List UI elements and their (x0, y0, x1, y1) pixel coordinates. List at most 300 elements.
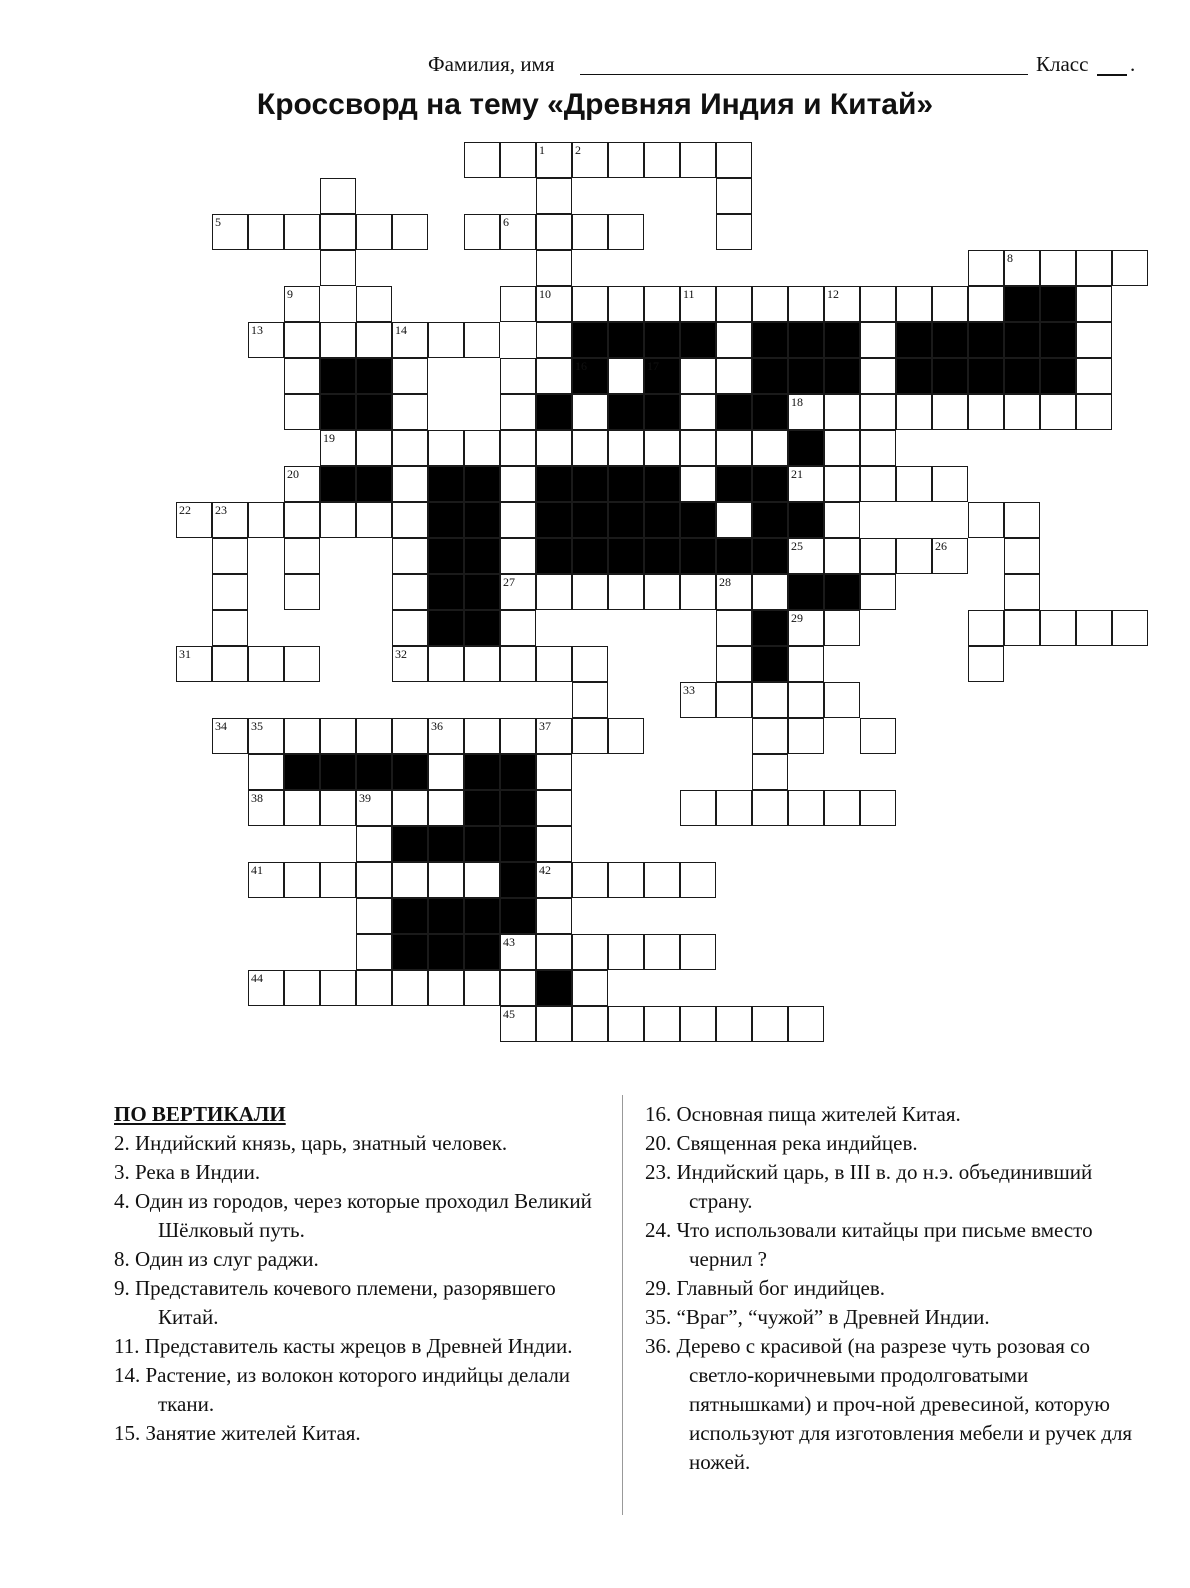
crossword-cell[interactable] (464, 142, 500, 178)
crossword-cell[interactable] (608, 934, 644, 970)
crossword-blocked-cell (500, 790, 536, 826)
crossword-cell[interactable] (824, 538, 860, 574)
crossword-cell[interactable] (428, 718, 464, 754)
crossword-cell[interactable] (536, 1006, 572, 1042)
crossword-cell[interactable] (320, 502, 356, 538)
crossword-cell[interactable] (320, 214, 356, 250)
crossword-cell[interactable] (824, 466, 860, 502)
crossword-cell[interactable] (716, 358, 752, 394)
crossword-cell[interactable] (680, 862, 716, 898)
crossword-cell[interactable] (1004, 502, 1040, 538)
crossword-blocked-cell (392, 898, 428, 934)
crossword-cell[interactable] (1076, 394, 1112, 430)
crossword-cell[interactable] (212, 214, 248, 250)
crossword-cell[interactable] (968, 250, 1004, 286)
crossword-cell[interactable] (716, 682, 752, 718)
crossword-cell[interactable] (392, 322, 428, 358)
crossword-cell[interactable] (500, 574, 536, 610)
crossword-cell[interactable] (536, 718, 572, 754)
crossword-cell[interactable] (932, 394, 968, 430)
crossword-cell[interactable] (896, 286, 932, 322)
crossword-cell[interactable] (608, 1006, 644, 1042)
crossword-cell[interactable] (788, 1006, 824, 1042)
crossword-blocked-cell (428, 898, 464, 934)
crossword-cell[interactable] (500, 358, 536, 394)
clue-29: 29. Главный бог индийцев. (645, 1276, 886, 1300)
crossword-cell[interactable] (464, 322, 500, 358)
crossword-cell[interactable] (500, 970, 536, 1006)
crossword-cell[interactable] (212, 502, 248, 538)
crossword-cell[interactable] (500, 394, 536, 430)
crossword-cell[interactable] (392, 718, 428, 754)
crossword-cell[interactable] (608, 430, 644, 466)
crossword-blocked-cell (788, 430, 824, 466)
crossword-cell[interactable] (572, 862, 608, 898)
crossword-cell[interactable] (1040, 394, 1076, 430)
crossword-blocked-cell (428, 574, 464, 610)
crossword-cell[interactable] (824, 610, 860, 646)
crossword-cell[interactable] (248, 646, 284, 682)
crossword-cell[interactable] (284, 862, 320, 898)
crossword-blocked-cell (284, 754, 320, 790)
crossword-cell[interactable] (356, 322, 392, 358)
crossword-cell[interactable] (320, 430, 356, 466)
crossword-cell[interactable] (284, 466, 320, 502)
crossword-cell[interactable] (572, 574, 608, 610)
crossword-cell[interactable] (752, 286, 788, 322)
crossword-cell[interactable] (824, 286, 860, 322)
crossword-cell[interactable] (464, 214, 500, 250)
clue-11: 11. Представитель касты жрецов в Древней Индии. (114, 1334, 573, 1358)
crossword-cell[interactable] (428, 862, 464, 898)
crossword-cell[interactable] (428, 754, 464, 790)
crossword-cell[interactable] (428, 790, 464, 826)
crossword-cell[interactable] (860, 466, 896, 502)
crossword-cell[interactable] (644, 1006, 680, 1042)
crossword-cell[interactable] (1040, 610, 1076, 646)
clue-16: 16. Основная пища жителей Китая. (645, 1102, 961, 1126)
crossword-cell[interactable] (356, 718, 392, 754)
cell-number: 25 (791, 539, 803, 553)
cell-number: 12 (827, 287, 839, 301)
crossword-cell[interactable] (752, 754, 788, 790)
crossword-cell[interactable] (716, 214, 752, 250)
crossword-cell[interactable] (284, 574, 320, 610)
crossword-cell[interactable] (428, 322, 464, 358)
crossword-cell[interactable] (536, 646, 572, 682)
crossword-cell[interactable] (824, 790, 860, 826)
crossword-blocked-cell (320, 466, 356, 502)
crossword-cell[interactable] (1004, 538, 1040, 574)
crossword-cell[interactable] (680, 142, 716, 178)
crossword-cell[interactable] (896, 394, 932, 430)
clue-9: 9. Представитель кочевого племени, разорявшего Китай. (114, 1276, 556, 1329)
crossword-blocked-cell (680, 322, 716, 358)
crossword-cell[interactable] (680, 394, 716, 430)
crossword-cell[interactable] (284, 970, 320, 1006)
crossword-blocked-cell (500, 754, 536, 790)
cell-number: 39 (359, 791, 371, 805)
cell-number: 41 (251, 863, 263, 877)
cell-number: 32 (395, 647, 407, 661)
crossword-blocked-cell (1004, 286, 1040, 322)
crossword-cell[interactable] (860, 286, 896, 322)
crossword-cell[interactable] (860, 574, 896, 610)
crossword-cell[interactable] (860, 322, 896, 358)
crossword-cell[interactable] (212, 610, 248, 646)
crossword-cell[interactable] (464, 430, 500, 466)
crossword-cell[interactable] (680, 1006, 716, 1042)
crossword-cell[interactable] (572, 142, 608, 178)
crossword-cell[interactable] (752, 430, 788, 466)
clue-4: 4. Один из городов, через которые проходил Великий Шёлковый путь. (114, 1189, 592, 1242)
crossword-cell[interactable] (536, 142, 572, 178)
crossword-cell[interactable] (608, 358, 644, 394)
crossword-cell[interactable] (644, 934, 680, 970)
crossword-cell[interactable] (1004, 250, 1040, 286)
crossword-blocked-cell (1040, 322, 1076, 358)
crossword-cell[interactable] (716, 610, 752, 646)
crossword-blocked-cell (752, 610, 788, 646)
crossword-cell[interactable] (860, 358, 896, 394)
crossword-cell[interactable] (680, 934, 716, 970)
clue-3: 3. Река в Индии. (114, 1160, 261, 1184)
crossword-cell[interactable] (644, 286, 680, 322)
crossword-cell[interactable] (212, 538, 248, 574)
crossword-cell[interactable] (356, 862, 392, 898)
crossword-blocked-cell (932, 322, 968, 358)
crossword-blocked-cell (1040, 358, 1076, 394)
crossword-cell[interactable] (428, 970, 464, 1006)
crossword-cell[interactable] (212, 646, 248, 682)
crossword-cell[interactable] (536, 250, 572, 286)
crossword-cell[interactable] (572, 682, 608, 718)
crossword-cell[interactable] (392, 214, 428, 250)
crossword-cell[interactable] (716, 646, 752, 682)
cell-number: 10 (539, 287, 551, 301)
crossword-cell[interactable] (644, 862, 680, 898)
crossword-cell[interactable] (500, 466, 536, 502)
crossword-cell[interactable] (680, 790, 716, 826)
crossword-cell[interactable] (284, 502, 320, 538)
crossword-cell[interactable] (824, 430, 860, 466)
crossword-cell[interactable] (392, 538, 428, 574)
crossword-cell[interactable] (932, 466, 968, 502)
crossword-cell[interactable] (860, 790, 896, 826)
crossword-cell[interactable] (608, 574, 644, 610)
crossword-cell[interactable] (536, 754, 572, 790)
crossword-cell[interactable] (248, 322, 284, 358)
crossword-cell[interactable] (752, 682, 788, 718)
crossword-cell[interactable] (320, 970, 356, 1006)
clue-2: 2. Индийский князь, царь, знатный человек. (114, 1131, 508, 1155)
crossword-cell[interactable] (392, 790, 428, 826)
crossword-cell[interactable] (716, 790, 752, 826)
crossword-cell[interactable] (392, 574, 428, 610)
crossword-cell[interactable] (572, 646, 608, 682)
crossword-cell[interactable] (284, 214, 320, 250)
crossword-cell[interactable] (680, 466, 716, 502)
crossword-cell[interactable] (680, 286, 716, 322)
crossword-cell[interactable] (392, 862, 428, 898)
crossword-cell[interactable] (536, 178, 572, 214)
crossword-cell[interactable] (716, 142, 752, 178)
crossword-cell[interactable] (392, 646, 428, 682)
crossword-cell[interactable] (572, 970, 608, 1006)
crossword-cell[interactable] (1004, 574, 1040, 610)
crossword-cell[interactable] (716, 322, 752, 358)
crossword-cell[interactable] (392, 502, 428, 538)
cell-number: 20 (287, 467, 299, 481)
crossword-cell[interactable] (788, 466, 824, 502)
crossword-cell[interactable] (572, 286, 608, 322)
crossword-cell[interactable] (608, 862, 644, 898)
crossword-cell[interactable] (500, 430, 536, 466)
clue-14: 14. Растение, из волокон которого индийцы делали ткани. (114, 1363, 571, 1416)
crossword-cell[interactable] (464, 970, 500, 1006)
clue-23: 23. Индийский царь, в III в. до н.э. объединивший страну. (645, 1160, 1093, 1213)
crossword-cell[interactable] (536, 934, 572, 970)
crossword-cell[interactable] (248, 862, 284, 898)
crossword-cell[interactable] (284, 538, 320, 574)
crossword-cell[interactable] (1076, 358, 1112, 394)
crossword-cell[interactable] (176, 502, 212, 538)
crossword-cell[interactable] (284, 358, 320, 394)
crossword-blocked-cell (464, 790, 500, 826)
crossword-cell[interactable] (788, 682, 824, 718)
cell-number: 19 (323, 431, 335, 445)
crossword-cell[interactable] (248, 754, 284, 790)
crossword-cell[interactable] (500, 1006, 536, 1042)
crossword-cell[interactable] (680, 574, 716, 610)
crossword-cell[interactable] (788, 538, 824, 574)
crossword-blocked-cell (608, 322, 644, 358)
crossword-cell[interactable] (320, 790, 356, 826)
crossword-cell[interactable] (716, 178, 752, 214)
crossword-cell[interactable] (392, 394, 428, 430)
crossword-cell[interactable] (788, 790, 824, 826)
crossword-cell[interactable] (536, 286, 572, 322)
crossword-cell[interactable] (608, 142, 644, 178)
crossword-cell[interactable] (608, 718, 644, 754)
crossword-cell[interactable] (500, 538, 536, 574)
crossword-cell[interactable] (932, 538, 968, 574)
crossword-cell[interactable] (356, 826, 392, 862)
crossword-cell[interactable] (356, 502, 392, 538)
crossword-cell[interactable] (644, 574, 680, 610)
crossword-cell[interactable] (788, 394, 824, 430)
crossword-cell[interactable] (356, 286, 392, 322)
crossword-blocked-cell (752, 322, 788, 358)
crossword-cell[interactable] (464, 718, 500, 754)
crossword-cell[interactable] (752, 790, 788, 826)
crossword-cell[interactable] (788, 718, 824, 754)
crossword-cell[interactable] (716, 430, 752, 466)
crossword-blocked-cell (896, 358, 932, 394)
crossword-cell[interactable] (608, 214, 644, 250)
crossword-cell[interactable] (212, 718, 248, 754)
crossword-cell[interactable] (392, 610, 428, 646)
crossword-cell[interactable] (896, 466, 932, 502)
crossword-cell[interactable] (716, 1006, 752, 1042)
crossword-cell[interactable] (860, 718, 896, 754)
crossword-cell[interactable] (572, 394, 608, 430)
crossword-cell[interactable] (680, 430, 716, 466)
crossword-cell[interactable] (968, 394, 1004, 430)
crossword-cell[interactable] (824, 682, 860, 718)
crossword-cell[interactable] (860, 430, 896, 466)
crossword-cell[interactable] (680, 682, 716, 718)
crossword-blocked-cell (752, 502, 788, 538)
crossword-cell[interactable] (1076, 250, 1112, 286)
crossword-blocked-cell (392, 754, 428, 790)
crossword-blocked-cell (608, 502, 644, 538)
crossword-cell[interactable] (572, 430, 608, 466)
crossword-cell[interactable] (248, 214, 284, 250)
crossword-cell[interactable] (392, 358, 428, 394)
crossword-cell[interactable] (428, 646, 464, 682)
crossword-cell[interactable] (608, 286, 644, 322)
crossword-cell[interactable] (716, 286, 752, 322)
crossword-cell[interactable] (284, 646, 320, 682)
crossword-cell[interactable] (536, 574, 572, 610)
crossword-cell[interactable] (896, 538, 932, 574)
crossword-cell[interactable] (536, 862, 572, 898)
crossword-cell[interactable] (752, 574, 788, 610)
crossword-cell[interactable] (536, 322, 572, 358)
crossword-blocked-cell (464, 898, 500, 934)
crossword-cell[interactable] (968, 286, 1004, 322)
crossword-cell[interactable] (356, 934, 392, 970)
crossword-cell[interactable] (536, 430, 572, 466)
crossword-cell[interactable] (1112, 250, 1148, 286)
crossword-cell[interactable] (680, 358, 716, 394)
crossword-cell[interactable] (356, 970, 392, 1006)
clue-8: 8. Один из слуг раджи. (114, 1247, 319, 1271)
crossword-cell[interactable] (284, 790, 320, 826)
crossword-cell[interactable] (392, 466, 428, 502)
crossword-cell[interactable] (536, 790, 572, 826)
crossword-cell[interactable] (500, 142, 536, 178)
crossword-blocked-cell (716, 538, 752, 574)
crossword-blocked-cell (572, 466, 608, 502)
crossword-cell[interactable] (284, 718, 320, 754)
crossword-cell[interactable] (716, 502, 752, 538)
crossword-cell[interactable] (320, 250, 356, 286)
crossword-cell[interactable] (284, 322, 320, 358)
crossword-cell[interactable] (1076, 610, 1112, 646)
crossword-cell[interactable] (788, 610, 824, 646)
crossword-cell[interactable] (1076, 286, 1112, 322)
crossword-cell[interactable] (464, 862, 500, 898)
crossword-cell[interactable] (392, 970, 428, 1006)
clue-15: 15. Занятие жителей Китая. (114, 1421, 361, 1445)
crossword-cell[interactable] (500, 646, 536, 682)
crossword-blocked-cell (464, 934, 500, 970)
crossword-cell[interactable] (1076, 322, 1112, 358)
crossword-cell[interactable] (968, 646, 1004, 682)
crossword-cell[interactable] (248, 790, 284, 826)
crossword-cell[interactable] (356, 790, 392, 826)
crossword-cell[interactable] (572, 1006, 608, 1042)
crossword-cell[interactable] (1112, 610, 1148, 646)
cell-number: 21 (791, 467, 803, 481)
crossword-cell[interactable] (752, 1006, 788, 1042)
crossword-cell[interactable] (464, 646, 500, 682)
crossword-blocked-cell (320, 358, 356, 394)
crossword-cell[interactable] (356, 898, 392, 934)
crossword-blocked-cell (464, 574, 500, 610)
crossword-cell[interactable] (968, 610, 1004, 646)
clues-heading: ПО ВЕРТИКАЛИ (114, 1102, 286, 1126)
crossword-cell[interactable] (860, 538, 896, 574)
crossword-cell[interactable] (536, 358, 572, 394)
cell-number: 36 (431, 719, 443, 733)
crossword-blocked-cell (464, 754, 500, 790)
crossword-cell[interactable] (788, 646, 824, 682)
crossword-cell[interactable] (572, 214, 608, 250)
crossword-cell[interactable] (788, 286, 824, 322)
crossword-cell[interactable] (860, 394, 896, 430)
crossword-blocked-cell (572, 322, 608, 358)
crossword-cell[interactable] (248, 718, 284, 754)
crossword-cell[interactable] (392, 430, 428, 466)
crossword-cell[interactable] (500, 214, 536, 250)
crossword-cell[interactable] (572, 718, 608, 754)
crossword-blocked-cell (572, 502, 608, 538)
crossword-cell[interactable] (752, 718, 788, 754)
crossword-cell[interactable] (1040, 250, 1076, 286)
crossword-cell[interactable] (356, 214, 392, 250)
crossword-cell[interactable] (320, 718, 356, 754)
crossword-cell[interactable] (1004, 610, 1040, 646)
crossword-cell[interactable] (644, 430, 680, 466)
crossword-cell[interactable] (536, 826, 572, 862)
crossword-cell[interactable] (356, 430, 392, 466)
crossword-cell[interactable] (500, 934, 536, 970)
crossword-blocked-cell (464, 538, 500, 574)
crossword-cell[interactable] (1004, 394, 1040, 430)
crossword-cell[interactable] (572, 934, 608, 970)
crossword-cell[interactable] (428, 430, 464, 466)
crossword-cell[interactable] (320, 178, 356, 214)
crossword-cell[interactable] (320, 862, 356, 898)
crossword-cell[interactable] (968, 502, 1004, 538)
crossword-cell[interactable] (284, 286, 320, 322)
crossword-cell[interactable] (248, 970, 284, 1006)
crossword-cell[interactable] (500, 610, 536, 646)
crossword-cell[interactable] (284, 394, 320, 430)
crossword-cell[interactable] (212, 574, 248, 610)
crossword-cell[interactable] (500, 502, 536, 538)
crossword-cell[interactable] (932, 286, 968, 322)
crossword-cell[interactable] (500, 718, 536, 754)
crossword-cell[interactable] (176, 646, 212, 682)
crossword-cell[interactable] (824, 394, 860, 430)
crossword-cell[interactable] (320, 322, 356, 358)
crossword-blocked-cell (536, 970, 572, 1006)
crossword-blocked-cell (428, 502, 464, 538)
crossword-cell[interactable] (716, 574, 752, 610)
crossword-cell[interactable] (824, 502, 860, 538)
crossword-cell[interactable] (536, 214, 572, 250)
crossword-blocked-cell (356, 358, 392, 394)
crossword-blocked-cell (644, 502, 680, 538)
crossword-cell[interactable] (248, 502, 284, 538)
crossword-cell[interactable] (644, 142, 680, 178)
crossword-cell[interactable] (536, 898, 572, 934)
crossword-cell[interactable] (500, 286, 536, 322)
